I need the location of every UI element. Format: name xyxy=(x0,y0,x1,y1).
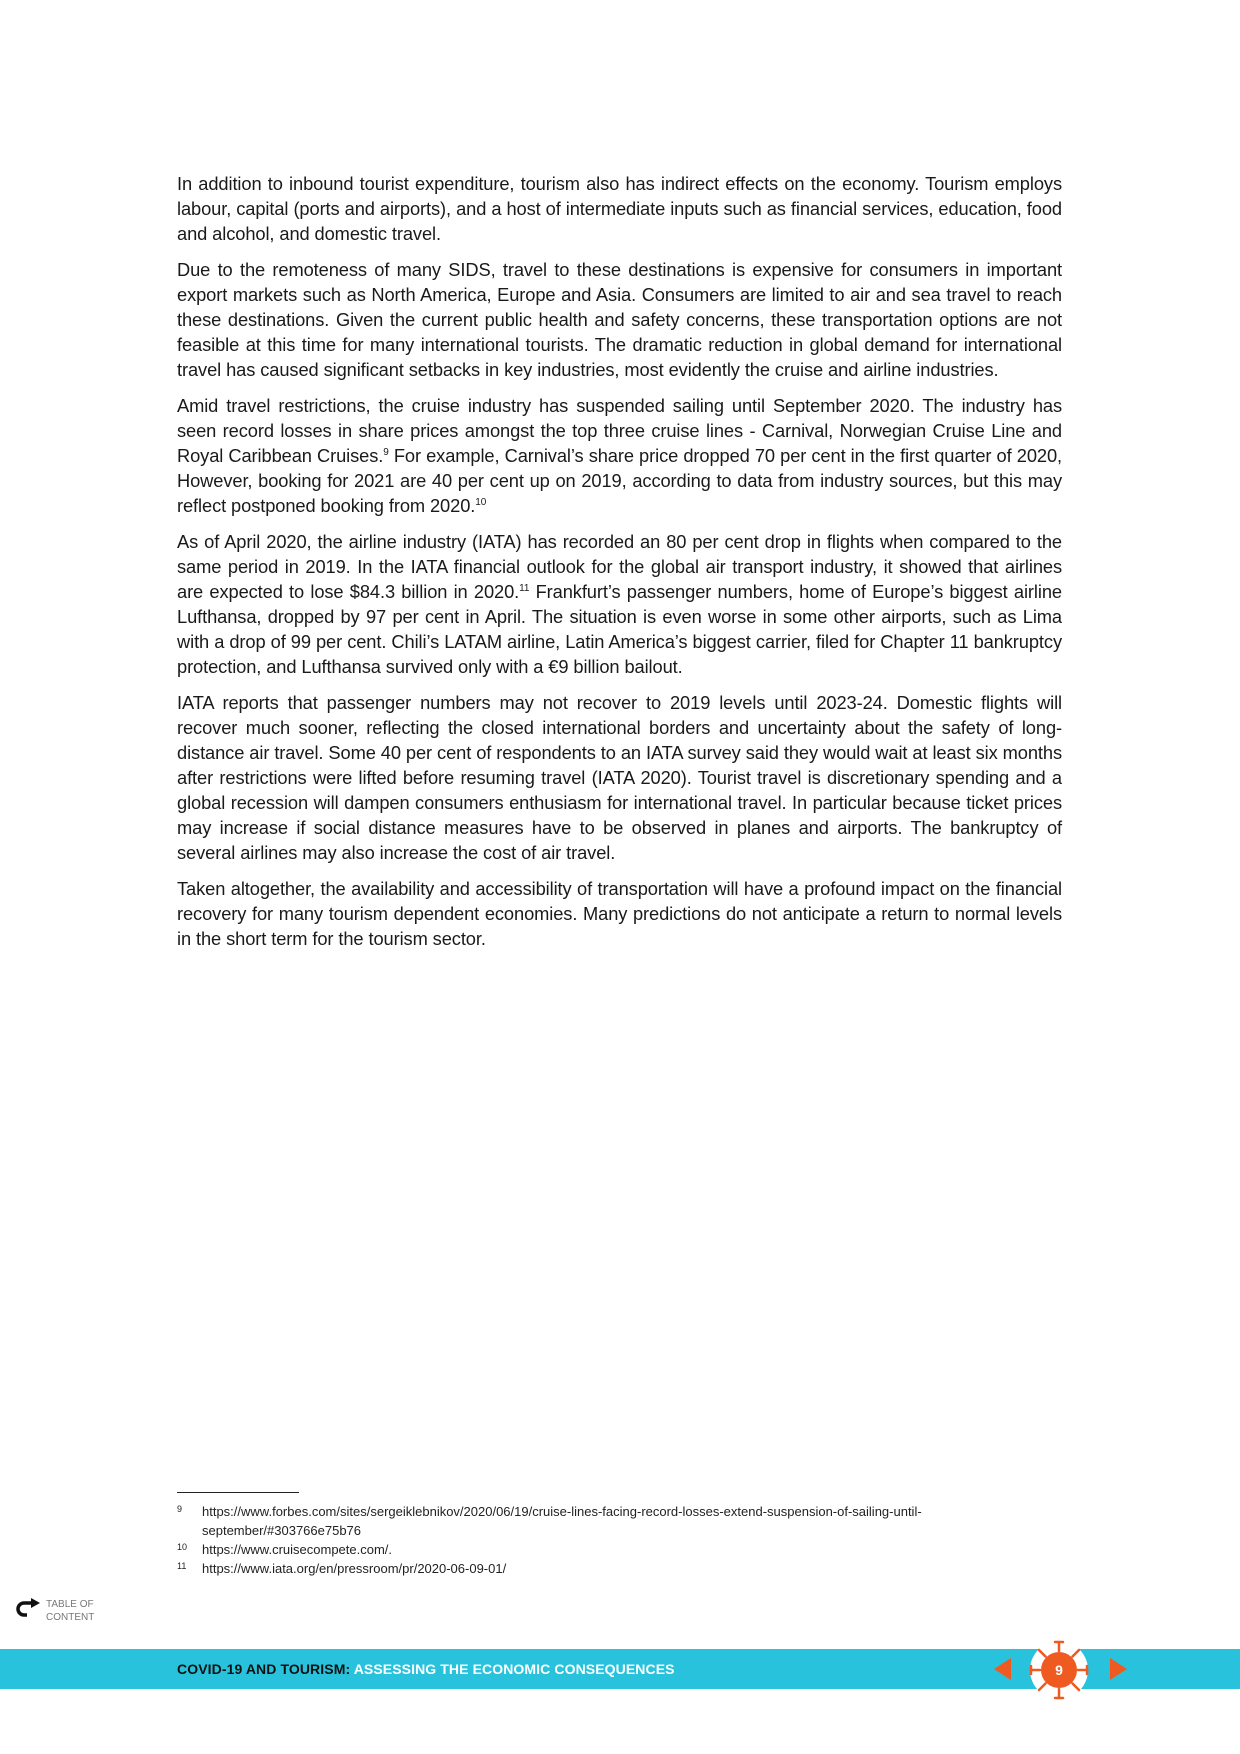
paragraph-1: In addition to inbound tourist expenditure, tourism also has indirect effects on the economy. Tourism employs labour, capital (ports and airports), and a host of intermediate inputs such as financial services, education, food and alcohol, and domestic travel. xyxy=(177,173,1062,244)
footnote-divider xyxy=(177,1492,299,1493)
paragraph-4-text-a: As of April 2020, the airline industry (IATA) has recorded an 80 per cent drop in flights when compared to the same period in 2019. In the IATA financial outlook for the global air transport industry, it showed that airlines are expected to lose $84.3 billion in 2020. xyxy=(177,531,1062,602)
paragraph-3-text-a: Amid travel restrictions, the cruise industry has suspended sailing until September 2020. The industry has seen record losses in share prices amongst the top three cruise lines - Carnival, Norwegian Cruise Line and Royal Caribbean Cruises. xyxy=(177,395,1062,466)
document-title xyxy=(177,1649,675,1689)
footnote-10 xyxy=(177,1540,1017,1559)
previous-page-button[interactable] xyxy=(994,1658,1011,1680)
footnote-link[interactable]: https://www.forbes.com/sites/sergeiklebnikov/2020/06/19/cruise-lines-facing-record-losses-extend-suspension-of-sailing-until-september/#303766e75b76 xyxy=(202,1504,922,1538)
document-title-sub: ASSESSING THE ECONOMIC CONSEQUENCES xyxy=(350,1661,675,1677)
paragraph-4-text-b: Frankfurt’s passenger numbers, home of Europe’s biggest airline Lufthansa, dropped by 97 per cent in April. The situation is even worse in some other airports, such as Lima with a drop of 99 per cent. Chili’s LATAM airline, Latin America’s biggest carrier, filed for Chapter 11 bankruptcy protection, and Lufthansa survived only with a €9 billion bailout. xyxy=(177,581,1062,677)
next-page-button[interactable] xyxy=(1110,1658,1127,1680)
footnote-ref-9[interactable]: 9 xyxy=(383,446,389,458)
paragraph-3-text-b: For example, Carnival’s share price dropped 70 per cent in the first quarter of 2020, However, booking for 2021 are 40 per cent up on 2019, according to data from industry sources, but this may reflect postponed booking from 2020. xyxy=(177,445,1062,516)
footnote-ref-10[interactable]: 10 xyxy=(475,496,487,508)
footnote-link[interactable]: https://www.iata.org/en/pressroom/pr/2020-06-09-01/ xyxy=(202,1561,507,1576)
footnote-11 xyxy=(177,1559,1017,1578)
return-arrow-icon xyxy=(16,1598,40,1625)
table-of-content-link[interactable] xyxy=(16,1598,94,1625)
main-text xyxy=(177,171,1062,962)
toc-label xyxy=(46,1598,94,1624)
paragraph-3 xyxy=(177,393,1062,518)
paragraph-2: Due to the remoteness of many SIDS, travel to these destinations is expensive for consumers in important export markets such as North America, Europe and Asia. Consumers are limited to air and sea travel to reach these destinations. Given the current public health and safety concerns, these transportation options are not feasible at this time for many international tourists. The dramatic reduction in global demand for international travel has caused significant setbacks in key industries, most evidently the cruise and airline industries. xyxy=(177,259,1062,380)
paragraph-4 xyxy=(177,529,1062,679)
footnote-9 xyxy=(177,1502,1017,1540)
toc-label-line-2: CONTENT xyxy=(46,1612,95,1623)
footnote-number: 9 xyxy=(177,1504,183,1514)
toc-label-line-1: TABLE OF xyxy=(46,1599,94,1610)
paragraph-5: IATA reports that passenger numbers may not recover to 2019 levels until 2023-24. Domestic flights will recover much sooner, reflecting the closed international borders and uncertainty about the safety of long-distance air travel. Some 40 per cent of respondents to an IATA survey said they would wait at least six months after restrictions were lifted before resuming travel (IATA 2020). Tourist travel is discretionary spending and a global recession will dampen consumers enthusiasm for international travel. In particular because ticket prices may increase if social distance measures have to be observed in planes and airports. The bankruptcy of several airlines may also increase the cost of air travel. xyxy=(177,692,1062,863)
footnote-ref-11[interactable]: 11 xyxy=(519,582,530,594)
footnote-number: 10 xyxy=(177,1542,188,1552)
page-number: 9 xyxy=(1055,1662,1063,1678)
footnote-number: 11 xyxy=(177,1561,187,1571)
footnotes xyxy=(177,1502,1017,1578)
paragraph-6: Taken altogether, the availability and accessibility of transportation will have a profound impact on the financial recovery for many tourism dependent economies. Many predictions do not anticipate a return to normal levels in the short term for the tourism sector. xyxy=(177,878,1062,949)
document-title-main: COVID-19 AND TOURISM: xyxy=(177,1661,351,1677)
footnote-link[interactable]: https://www.cruisecompete.com/. xyxy=(202,1542,393,1557)
